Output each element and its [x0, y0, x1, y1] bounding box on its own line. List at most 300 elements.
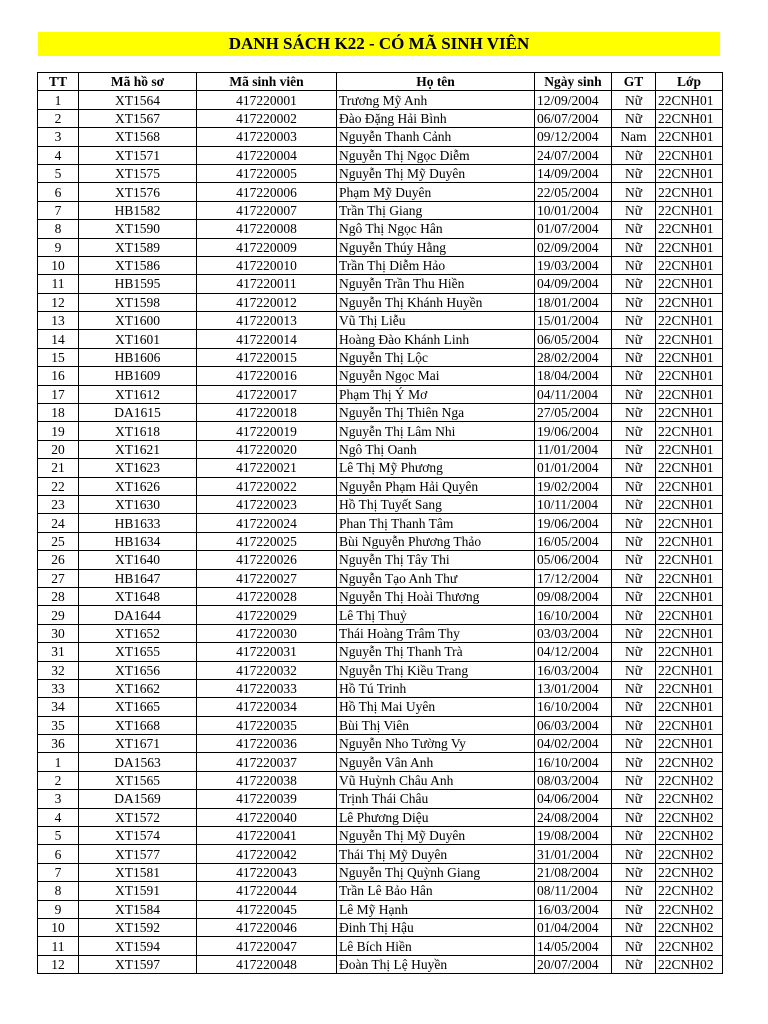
table-row [38, 532, 723, 550]
cell-ma-sinh-vien: 417220016 [197, 367, 337, 385]
cell-ngay-sinh: 15/01/2004 [535, 312, 612, 330]
cell-ngay-sinh: 13/01/2004 [535, 679, 612, 697]
cell-ma-ho-so: XT1567 [79, 109, 197, 127]
cell-ngay-sinh: 06/05/2004 [535, 330, 612, 348]
cell-tt: 9 [38, 900, 79, 918]
cell-ngay-sinh: 16/10/2004 [535, 753, 612, 771]
cell-tt: 1 [38, 753, 79, 771]
table-row [38, 900, 723, 918]
cell-tt: 24 [38, 514, 79, 532]
cell-ma-ho-so: XT1668 [79, 716, 197, 734]
cell-ma-ho-so: XT1598 [79, 293, 197, 311]
cell-gt: Nữ [612, 220, 656, 238]
cell-ho-ten: Thái Thị Mỹ Duyên [337, 845, 535, 863]
table-row [38, 735, 723, 753]
cell-ho-ten: Nguyễn Nho Tường Vy [337, 735, 535, 753]
cell-lop: 22CNH01 [656, 698, 723, 716]
cell-ma-sinh-vien: 417220029 [197, 606, 337, 624]
cell-gt: Nữ [612, 808, 656, 826]
cell-lop: 22CNH01 [656, 256, 723, 274]
cell-tt: 30 [38, 624, 79, 642]
student-table [37, 72, 723, 974]
cell-tt: 12 [38, 293, 79, 311]
cell-lop: 22CNH01 [656, 440, 723, 458]
cell-ma-sinh-vien: 417220018 [197, 404, 337, 422]
cell-gt: Nữ [612, 183, 656, 201]
cell-ho-ten: Đoàn Thị Lệ Huyền [337, 955, 535, 973]
column-header-ma-ho-so: Mã hồ sơ [79, 73, 197, 91]
cell-ho-ten: Nguyễn Vân Anh [337, 753, 535, 771]
cell-ma-sinh-vien: 417220014 [197, 330, 337, 348]
cell-ngay-sinh: 14/09/2004 [535, 164, 612, 182]
cell-ngay-sinh: 01/07/2004 [535, 220, 612, 238]
cell-lop: 22CNH01 [656, 661, 723, 679]
cell-lop: 22CNH01 [656, 367, 723, 385]
cell-ngay-sinh: 01/01/2004 [535, 459, 612, 477]
cell-ma-ho-so: XT1662 [79, 679, 197, 697]
cell-ngay-sinh: 06/07/2004 [535, 109, 612, 127]
column-header-ngay-sinh: Ngày sinh [535, 73, 612, 91]
cell-ngay-sinh: 24/07/2004 [535, 146, 612, 164]
cell-ma-sinh-vien: 417220010 [197, 256, 337, 274]
cell-lop: 22CNH02 [656, 900, 723, 918]
cell-ho-ten: Trần Thị Giang [337, 201, 535, 219]
cell-ho-ten: Nguyễn Thị Quỳnh Giang [337, 863, 535, 881]
cell-ho-ten: Nguyễn Thị Lâm Nhi [337, 422, 535, 440]
cell-gt: Nữ [612, 863, 656, 881]
cell-ma-sinh-vien: 417220036 [197, 735, 337, 753]
table-row [38, 514, 723, 532]
table-body [38, 91, 723, 974]
cell-gt: Nữ [612, 716, 656, 734]
cell-lop: 22CNH01 [656, 569, 723, 587]
cell-ngay-sinh: 22/05/2004 [535, 183, 612, 201]
cell-ma-sinh-vien: 417220035 [197, 716, 337, 734]
cell-gt: Nữ [612, 661, 656, 679]
cell-ma-ho-so: XT1640 [79, 551, 197, 569]
cell-tt: 1 [38, 91, 79, 109]
cell-ngay-sinh: 19/06/2004 [535, 514, 612, 532]
cell-lop: 22CNH01 [656, 275, 723, 293]
cell-tt: 35 [38, 716, 79, 734]
cell-ho-ten: Nguyễn Thúy Hằng [337, 238, 535, 256]
cell-ma-ho-so: DA1615 [79, 404, 197, 422]
cell-lop: 22CNH01 [656, 477, 723, 495]
cell-tt: 12 [38, 955, 79, 973]
cell-tt: 27 [38, 569, 79, 587]
cell-gt: Nữ [612, 367, 656, 385]
cell-tt: 7 [38, 201, 79, 219]
cell-ngay-sinh: 11/01/2004 [535, 440, 612, 458]
cell-gt: Nữ [612, 312, 656, 330]
cell-ma-ho-so: XT1600 [79, 312, 197, 330]
cell-ngay-sinh: 24/08/2004 [535, 808, 612, 826]
table-row [38, 164, 723, 182]
cell-ma-ho-so: XT1574 [79, 827, 197, 845]
cell-gt: Nữ [612, 109, 656, 127]
cell-ma-sinh-vien: 417220023 [197, 495, 337, 513]
cell-ngay-sinh: 01/04/2004 [535, 918, 612, 936]
cell-ho-ten: Hoàng Đào Khánh Linh [337, 330, 535, 348]
cell-ma-ho-so: HB1647 [79, 569, 197, 587]
table-row [38, 716, 723, 734]
cell-tt: 29 [38, 606, 79, 624]
cell-ho-ten: Thái Hoàng Trâm Thy [337, 624, 535, 642]
cell-ngay-sinh: 27/05/2004 [535, 404, 612, 422]
table-row [38, 827, 723, 845]
cell-ho-ten: Nguyễn Thị Tây Thi [337, 551, 535, 569]
cell-ho-ten: Nguyễn Trần Thu Hiền [337, 275, 535, 293]
cell-tt: 15 [38, 348, 79, 366]
cell-gt: Nữ [612, 827, 656, 845]
cell-lop: 22CNH01 [656, 459, 723, 477]
cell-ma-sinh-vien: 417220039 [197, 790, 337, 808]
cell-ma-sinh-vien: 417220015 [197, 348, 337, 366]
cell-tt: 25 [38, 532, 79, 550]
cell-gt: Nữ [612, 955, 656, 973]
cell-lop: 22CNH02 [656, 771, 723, 789]
cell-ngay-sinh: 05/06/2004 [535, 551, 612, 569]
cell-ma-sinh-vien: 417220005 [197, 164, 337, 182]
cell-ma-ho-so: XT1594 [79, 937, 197, 955]
cell-tt: 3 [38, 790, 79, 808]
cell-gt: Nữ [612, 238, 656, 256]
cell-ma-sinh-vien: 417220042 [197, 845, 337, 863]
cell-tt: 26 [38, 551, 79, 569]
cell-ho-ten: Nguyễn Thị Mỹ Duyên [337, 164, 535, 182]
cell-ma-sinh-vien: 417220001 [197, 91, 337, 109]
cell-ma-sinh-vien: 417220037 [197, 753, 337, 771]
cell-lop: 22CNH01 [656, 293, 723, 311]
table-row [38, 367, 723, 385]
cell-ngay-sinh: 09/12/2004 [535, 128, 612, 146]
cell-ma-ho-so: XT1630 [79, 495, 197, 513]
cell-ma-sinh-vien: 417220038 [197, 771, 337, 789]
cell-ngay-sinh: 04/06/2004 [535, 790, 612, 808]
cell-gt: Nữ [612, 918, 656, 936]
cell-gt: Nữ [612, 643, 656, 661]
cell-tt: 18 [38, 404, 79, 422]
cell-lop: 22CNH02 [656, 918, 723, 936]
table-row [38, 275, 723, 293]
table-row [38, 587, 723, 605]
cell-ma-ho-so: XT1648 [79, 587, 197, 605]
cell-lop: 22CNH01 [656, 128, 723, 146]
cell-ma-ho-so: DA1569 [79, 790, 197, 808]
cell-ma-ho-so: XT1575 [79, 164, 197, 182]
table-row [38, 845, 723, 863]
cell-ma-sinh-vien: 417220008 [197, 220, 337, 238]
cell-tt: 21 [38, 459, 79, 477]
cell-ngay-sinh: 18/01/2004 [535, 293, 612, 311]
cell-tt: 6 [38, 183, 79, 201]
cell-tt: 11 [38, 275, 79, 293]
cell-ma-sinh-vien: 417220041 [197, 827, 337, 845]
cell-lop: 22CNH01 [656, 385, 723, 403]
cell-gt: Nữ [612, 606, 656, 624]
cell-ho-ten: Nguyễn Thị Hoài Thương [337, 587, 535, 605]
cell-ngay-sinh: 16/03/2004 [535, 900, 612, 918]
cell-ho-ten: Nguyễn Ngọc Mai [337, 367, 535, 385]
cell-lop: 22CNH02 [656, 808, 723, 826]
cell-ma-sinh-vien: 417220012 [197, 293, 337, 311]
cell-ma-sinh-vien: 417220040 [197, 808, 337, 826]
cell-gt: Nữ [612, 385, 656, 403]
table-row [38, 109, 723, 127]
cell-ho-ten: Phạm Mỹ Duyên [337, 183, 535, 201]
cell-tt: 2 [38, 109, 79, 127]
cell-ma-ho-so: XT1564 [79, 91, 197, 109]
cell-gt: Nữ [612, 293, 656, 311]
cell-lop: 22CNH01 [656, 551, 723, 569]
cell-gt: Nữ [612, 275, 656, 293]
table-row [38, 661, 723, 679]
cell-ma-ho-so: XT1586 [79, 256, 197, 274]
cell-ho-ten: Bùi Thị Viên [337, 716, 535, 734]
cell-lop: 22CNH02 [656, 845, 723, 863]
cell-tt: 19 [38, 422, 79, 440]
cell-lop: 22CNH02 [656, 882, 723, 900]
cell-ma-sinh-vien: 417220004 [197, 146, 337, 164]
cell-tt: 22 [38, 477, 79, 495]
table-row [38, 348, 723, 366]
cell-tt: 32 [38, 661, 79, 679]
cell-ho-ten: Lê Thị Thuỷ [337, 606, 535, 624]
cell-gt: Nữ [612, 495, 656, 513]
cell-gt: Nữ [612, 882, 656, 900]
cell-gt: Nữ [612, 422, 656, 440]
cell-tt: 4 [38, 146, 79, 164]
cell-ma-sinh-vien: 417220021 [197, 459, 337, 477]
table-row [38, 201, 723, 219]
table-row [38, 753, 723, 771]
cell-ma-sinh-vien: 417220002 [197, 109, 337, 127]
cell-ho-ten: Trương Mỹ Anh [337, 91, 535, 109]
cell-gt: Nữ [612, 679, 656, 697]
table-row [38, 477, 723, 495]
cell-ma-ho-so: XT1591 [79, 882, 197, 900]
cell-ho-ten: Vũ Thị Liễu [337, 312, 535, 330]
column-header-gt: GT [612, 73, 656, 91]
cell-ngay-sinh: 19/08/2004 [535, 827, 612, 845]
table-row [38, 955, 723, 973]
cell-ma-ho-so: XT1590 [79, 220, 197, 238]
cell-ma-ho-so: XT1568 [79, 128, 197, 146]
table-row [38, 808, 723, 826]
cell-tt: 36 [38, 735, 79, 753]
cell-ngay-sinh: 04/11/2004 [535, 385, 612, 403]
cell-tt: 10 [38, 256, 79, 274]
table-row [38, 790, 723, 808]
cell-ma-ho-so: XT1621 [79, 440, 197, 458]
cell-lop: 22CNH01 [656, 109, 723, 127]
cell-tt: 4 [38, 808, 79, 826]
cell-ma-sinh-vien: 417220030 [197, 624, 337, 642]
cell-lop: 22CNH01 [656, 164, 723, 182]
cell-ma-ho-so: XT1577 [79, 845, 197, 863]
cell-ho-ten: Hồ Thị Tuyết Sang [337, 495, 535, 513]
cell-gt: Nữ [612, 459, 656, 477]
cell-ngay-sinh: 03/03/2004 [535, 624, 612, 642]
table-row [38, 771, 723, 789]
cell-ngay-sinh: 21/08/2004 [535, 863, 612, 881]
cell-gt: Nữ [612, 937, 656, 955]
cell-ma-ho-so: XT1584 [79, 900, 197, 918]
cell-ma-ho-so: XT1565 [79, 771, 197, 789]
cell-ho-ten: Nguyễn Tạo Anh Thư [337, 569, 535, 587]
cell-ngay-sinh: 31/01/2004 [535, 845, 612, 863]
cell-lop: 22CNH01 [656, 643, 723, 661]
cell-ma-ho-so: XT1572 [79, 808, 197, 826]
cell-gt: Nam [612, 128, 656, 146]
cell-ma-sinh-vien: 417220013 [197, 312, 337, 330]
cell-lop: 22CNH01 [656, 495, 723, 513]
cell-ngay-sinh: 10/11/2004 [535, 495, 612, 513]
cell-ho-ten: Phạm Thị Ý Mơ [337, 385, 535, 403]
cell-lop: 22CNH01 [656, 606, 723, 624]
cell-ma-ho-so: XT1626 [79, 477, 197, 495]
cell-ho-ten: Lê Phương Diệu [337, 808, 535, 826]
cell-gt: Nữ [612, 146, 656, 164]
table-row [38, 882, 723, 900]
cell-lop: 22CNH01 [656, 532, 723, 550]
cell-ho-ten: Hồ Tú Trinh [337, 679, 535, 697]
cell-ngay-sinh: 18/04/2004 [535, 367, 612, 385]
table-row [38, 495, 723, 513]
cell-lop: 22CNH01 [656, 330, 723, 348]
column-header-tt: TT [38, 73, 79, 91]
cell-ho-ten: Đinh Thị Hậu [337, 918, 535, 936]
cell-ngay-sinh: 28/02/2004 [535, 348, 612, 366]
cell-gt: Nữ [612, 164, 656, 182]
cell-ma-ho-so: HB1609 [79, 367, 197, 385]
cell-lop: 22CNH01 [656, 201, 723, 219]
cell-ma-ho-so: XT1655 [79, 643, 197, 661]
cell-ngay-sinh: 02/09/2004 [535, 238, 612, 256]
cell-ngay-sinh: 09/08/2004 [535, 587, 612, 605]
cell-ma-ho-so: XT1592 [79, 918, 197, 936]
cell-ma-sinh-vien: 417220019 [197, 422, 337, 440]
cell-ho-ten: Vũ Huỳnh Châu Anh [337, 771, 535, 789]
cell-tt: 16 [38, 367, 79, 385]
cell-tt: 6 [38, 845, 79, 863]
cell-ho-ten: Nguyễn Thị Lộc [337, 348, 535, 366]
cell-ma-ho-so: XT1589 [79, 238, 197, 256]
cell-ma-ho-so: XT1571 [79, 146, 197, 164]
cell-ho-ten: Nguyễn Thị Ngọc Diễm [337, 146, 535, 164]
table-row [38, 643, 723, 661]
cell-gt: Nữ [612, 440, 656, 458]
cell-lop: 22CNH01 [656, 587, 723, 605]
table-row [38, 440, 723, 458]
cell-ngay-sinh: 10/01/2004 [535, 201, 612, 219]
cell-ho-ten: Nguyễn Thanh Cảnh [337, 128, 535, 146]
cell-gt: Nữ [612, 790, 656, 808]
cell-lop: 22CNH02 [656, 863, 723, 881]
cell-ho-ten: Hồ Thị Mai Uyên [337, 698, 535, 716]
cell-ma-sinh-vien: 417220048 [197, 955, 337, 973]
table-row [38, 91, 723, 109]
cell-gt: Nữ [612, 551, 656, 569]
cell-ma-sinh-vien: 417220009 [197, 238, 337, 256]
cell-tt: 5 [38, 164, 79, 182]
column-header-lop: Lớp [656, 73, 723, 91]
cell-ma-ho-so: XT1623 [79, 459, 197, 477]
cell-ngay-sinh: 19/02/2004 [535, 477, 612, 495]
cell-ho-ten: Nguyễn Phạm Hải Quyên [337, 477, 535, 495]
cell-lop: 22CNH01 [656, 422, 723, 440]
cell-ma-sinh-vien: 417220022 [197, 477, 337, 495]
cell-ngay-sinh: 16/03/2004 [535, 661, 612, 679]
cell-ma-sinh-vien: 417220034 [197, 698, 337, 716]
cell-tt: 23 [38, 495, 79, 513]
cell-tt: 11 [38, 937, 79, 955]
cell-ma-sinh-vien: 417220046 [197, 918, 337, 936]
cell-gt: Nữ [612, 514, 656, 532]
cell-tt: 8 [38, 882, 79, 900]
cell-ma-ho-so: XT1656 [79, 661, 197, 679]
cell-lop: 22CNH02 [656, 790, 723, 808]
cell-ho-ten: Trần Thị Diễm Hảo [337, 256, 535, 274]
table-row [38, 385, 723, 403]
cell-ma-sinh-vien: 417220020 [197, 440, 337, 458]
cell-ho-ten: Bùi Nguyễn Phương Thảo [337, 532, 535, 550]
cell-lop: 22CNH01 [656, 716, 723, 734]
table-row [38, 312, 723, 330]
cell-ho-ten: Nguyễn Thị Thiên Nga [337, 404, 535, 422]
table-row [38, 918, 723, 936]
cell-ma-ho-so: XT1601 [79, 330, 197, 348]
cell-tt: 8 [38, 220, 79, 238]
cell-ma-ho-so: HB1582 [79, 201, 197, 219]
page-title: DANH SÁCH K22 - CÓ MÃ SINH VIÊN [38, 32, 720, 56]
cell-gt: Nữ [612, 256, 656, 274]
cell-gt: Nữ [612, 569, 656, 587]
cell-ho-ten: Đào Đặng Hải Bình [337, 109, 535, 127]
table-row [38, 293, 723, 311]
cell-tt: 9 [38, 238, 79, 256]
table-row [38, 863, 723, 881]
table-row [38, 256, 723, 274]
cell-gt: Nữ [612, 900, 656, 918]
cell-tt: 3 [38, 128, 79, 146]
cell-tt: 10 [38, 918, 79, 936]
cell-lop: 22CNH01 [656, 404, 723, 422]
cell-ma-sinh-vien: 417220027 [197, 569, 337, 587]
cell-ho-ten: Lê Thị Mỹ Phương [337, 459, 535, 477]
cell-lop: 22CNH01 [656, 220, 723, 238]
cell-ma-sinh-vien: 417220026 [197, 551, 337, 569]
cell-ho-ten: Lê Bích Hiền [337, 937, 535, 955]
cell-lop: 22CNH01 [656, 183, 723, 201]
cell-ma-sinh-vien: 417220033 [197, 679, 337, 697]
cell-tt: 13 [38, 312, 79, 330]
cell-lop: 22CNH01 [656, 735, 723, 753]
table-row [38, 624, 723, 642]
cell-ho-ten: Nguyễn Thị Thanh Trà [337, 643, 535, 661]
cell-tt: 5 [38, 827, 79, 845]
table-row [38, 330, 723, 348]
cell-tt: 31 [38, 643, 79, 661]
cell-ngay-sinh: 16/10/2004 [535, 606, 612, 624]
table-row [38, 679, 723, 697]
cell-ngay-sinh: 06/03/2004 [535, 716, 612, 734]
cell-ma-ho-so: XT1671 [79, 735, 197, 753]
table-row [38, 606, 723, 624]
cell-tt: 28 [38, 587, 79, 605]
cell-ngay-sinh: 16/10/2004 [535, 698, 612, 716]
table-row [38, 551, 723, 569]
